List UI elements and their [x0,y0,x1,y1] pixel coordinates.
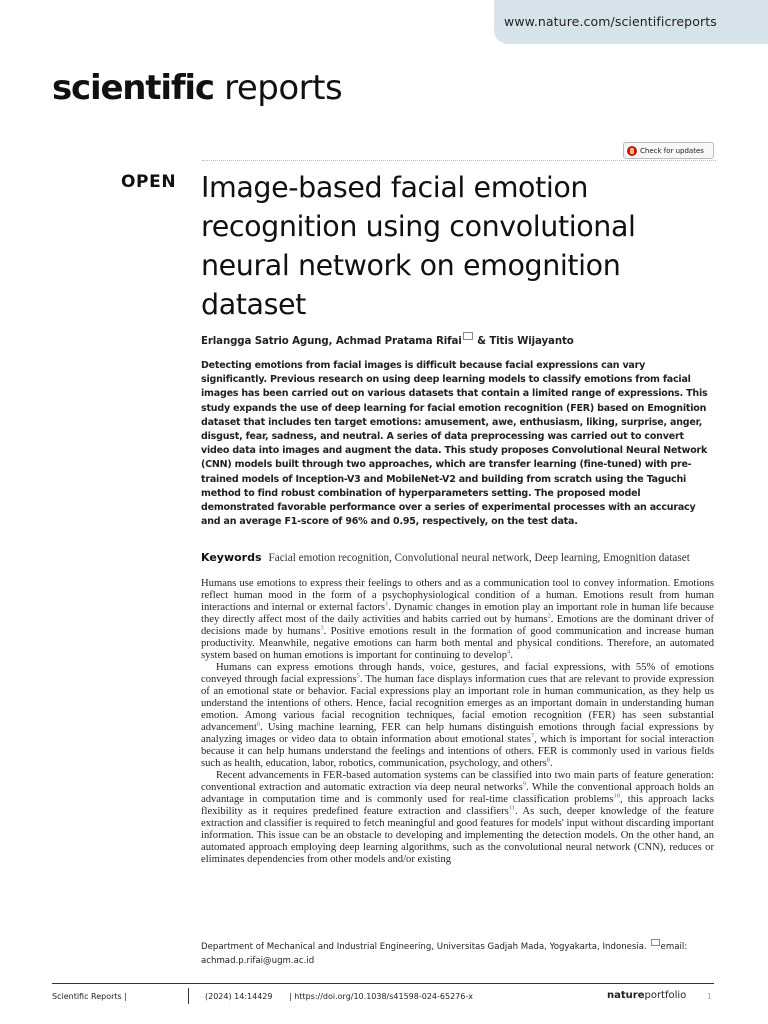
paragraph-2 [201,662,714,770]
citation-link[interactable]: 3 [320,624,324,632]
authors-first: Erlangga Satrio Agung, Achmad Pratama Rifai [201,336,462,347]
citation-link[interactable]: 8 [546,756,550,764]
doi-link[interactable]: | https://doi.org/10.1038/s41598-024-65276-x [289,992,473,1001]
publisher-bold-text: nature [607,990,645,1001]
header-divider [202,160,716,161]
text-run: , which is important for social interaction because it can help humans understand the feelings and intentions of others. FER is commonly used in various fields such as health, education, labor, robotics, communication, psychology, and others [201,734,714,769]
text-run: . As such, deeper knowledge of the feature extraction and classifier is required to fetch meaningful and good features for models' input without discarding important information. This issue can be an obstacle to developing and implementing the detection models. On the other hand, an automated approach employing deep learning algorithms, such as the convolutional neural network (CNN), reduces or eliminates dependencies from other models and/or existing [201,806,714,865]
page-number: 1 [707,992,713,1001]
publisher-light-text: portfolio [644,990,687,1001]
paragraph-3 [201,770,714,866]
envelope-icon [651,939,660,946]
keywords-list: Facial emotion recognition, Convolutional neural network, Deep learning, Emognition dataset [268,552,690,564]
affiliation-text: Department of Mechanical and Industrial Engineering, Universitas Gadjah Mada, Yogyakarta, Indonesia. [201,942,650,952]
body-text [201,578,714,866]
author-list [201,332,574,347]
footer-divider [52,983,714,984]
envelope-icon[interactable] [463,332,473,340]
check-for-updates-label: Check for updates [640,146,704,155]
citation-link[interactable]: 2 [547,612,551,620]
text-run: . While the conventional approach holds an advantage in computation time and is commonly used for real-time classification problems [201,782,714,805]
article-title: Image-based facial emotion recognition using convolutional neural network on emognition dataset [201,171,636,321]
brand-bold-text: scientific [52,68,214,108]
page-footer [52,990,714,1004]
citation-link[interactable]: 11 [508,804,516,812]
citation-link[interactable]: 1 [385,600,389,608]
text-run: . [510,650,513,661]
open-access-label: OPEN [121,172,177,192]
affiliation-note [201,939,716,968]
text-run: . Emotions are the dominant driver of decisions made by humans [201,614,714,637]
paragraph-1 [201,578,714,662]
citation-link[interactable]: 10 [613,792,621,800]
keywords-label: Keywords [201,551,262,564]
crossmark-icon [627,146,637,156]
text-run: . Positive emotions result in the formation of good communication and increase human productivity. Meanwhile, negative emotions can harm both mental and physical conditions. Therefore, an automated system based on human emotions is important for continuing to develop [201,626,714,661]
brand-light-text: reports [213,68,343,108]
journal-logo[interactable] [52,70,342,106]
citation-link[interactable]: 9 [522,780,526,788]
nature-portfolio-logo [607,990,686,1001]
footer-volume: (2024) 14:14429 [205,992,273,1001]
text-run: Humans can express emotions through hands, voice, gestures, and facial expressions, with 55% of emotions conveyed through facial expressions [201,662,714,685]
text-run: . The human face displays information cues that are relevant to provide expression of an emotional state or behavior. Facial expressions play an important role in human communication, as they help us understand the intentions of others. Hence, facial recognition emerges as an important domain in understanding human emotion. Among various facial recognition techniques, facial emotion recognition (FER) has seen substantial advancement [201,674,714,733]
journal-url-link[interactable]: www.nature.com/scientificreports [504,14,717,29]
citation-link[interactable]: 5 [356,672,360,680]
text-run: . [550,758,553,769]
authors-last: & Titis Wijayanto [473,336,574,347]
footer-separator [188,988,189,1004]
citation-link[interactable]: 6 [256,720,261,728]
citation-link[interactable]: 7 [530,732,535,740]
text-run: . Dynamic changes in emotion play an important role in human life because they directly affect most of the daily activities and habits carried out by humans [201,602,715,625]
top-header-bar [0,0,768,44]
corresponding-email-link[interactable]: achmad.p.rifai@ugm.ac.id [201,955,315,966]
text-run: , this approach lacks flexibility as it requires predefined feature extraction and classifiers [201,794,714,817]
keywords-line [201,548,721,566]
check-for-updates-button[interactable] [623,142,714,159]
text-run: Humans use emotions to express their feelings to others and as a communication tool to convey information. Emotions reflect human mood in the form of a psychophysiological condition of a human. Emotions result from human interactions and internal or external factors [201,578,714,613]
abstract: Detecting emotions from facial images is difficult because facial expressions can vary significantly. Previous research on using deep learning models to classify emotions from facial images has been carried out on various datasets that contain a limited range of expressions. This study expands the use of deep learning for facial emotion recognition (FER) based on Emognition dataset that includes ten target emotions: amusement, awe, enthusiasm, liking, surprise, anger, disgust, fear, sadness, and neutral. A series of data preprocessing was carried out to convert video data into images and augment the data. This study proposes Convolutional Neural Network (CNN) models built through two approaches, which are transfer learning (fine-tuned) with pre-trained models of Inception-V3 and MobileNet-V2 and building from scratch using the Taguchi method to find robust combination of hyperparameters setting. The proposed model demonstrated favorable performance over a series of experimental processes with an accuracy and an average F1-score of 96% and 0.95, respectively, on the test data. [201,360,708,528]
citation-link[interactable]: 4 [507,648,511,656]
text-run: . Using machine learning, FER can help humans distinguish emotions through facial expressions by analyzing images or video data to obtain information about emotional states [201,722,714,745]
text-run: Recent advancements in FER-based automation systems can be classified into two main parts of feature generation: conventional extraction and automatic extraction via deep neural networks [201,770,714,793]
email-label: email: [660,942,688,952]
footer-journal-name: Scientific Reports | [52,992,127,1001]
